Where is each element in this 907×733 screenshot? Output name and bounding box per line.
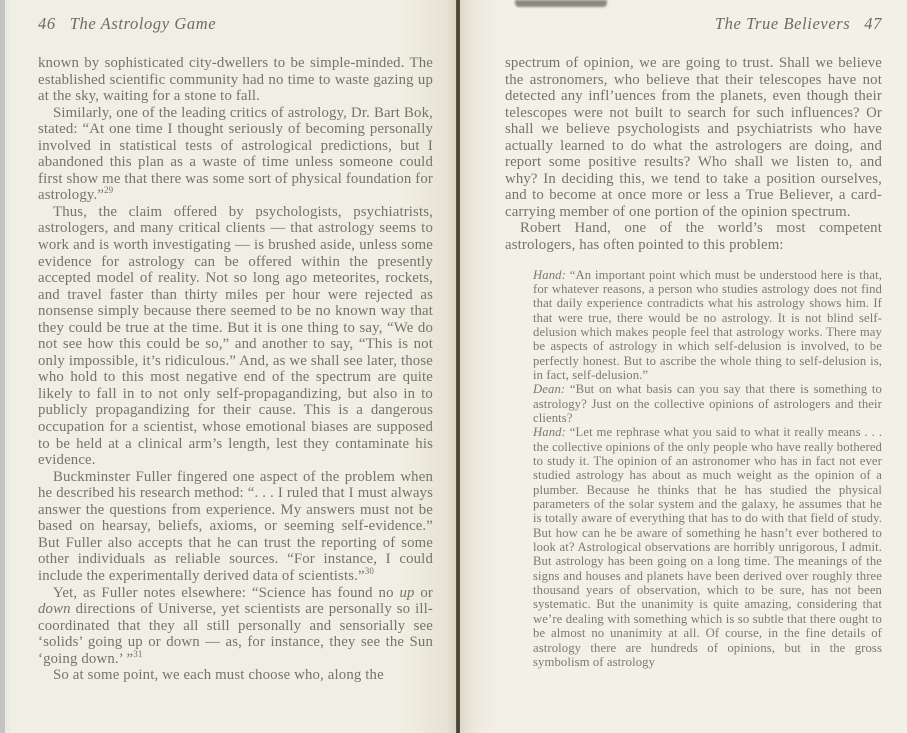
left-running-title: The Astrology Game: [69, 14, 217, 33]
paragraph: So at some point, we each must choose who, along the: [53, 667, 384, 684]
paragraph: Yet, as Fuller notes elsewhere: “Science has found no up or down directions of Universe, yet scientists are personally so ill-coordinated that they all still personally and sensorially see ‘solids’ going up or down — as, for instance, they see the Sun ‘going down.’ ”$^{31}$: [38, 584, 434, 667]
paragraph: known by sophisticated city-dwellers to be simple-minded. The established scientific community had no time to waste gazing up at the sky, waiting for a stone to fall.: [38, 55, 433, 105]
right-running-title: The True Believers: [714, 14, 851, 33]
right-page-number: 47: [864, 14, 882, 33]
paragraph: spectrum of opinion, we are going to trust. Shall we believe the astronomers, who believe that their telescopes have not detected any infl’uences from the planets, even though their telescopes were not built to search for such influences? Or shall we believe psychologists and psychiatrists who have actually learned to do what the astrologers are doing, and report some positive results? Who shall we listen to, and why? In deciding this, we tend to take a position ourselves, and to become at once more or less a True Believer, a card-carrying member of one portion of the opinion spectrum.: [505, 55, 882, 220]
left-page-number: 46: [38, 14, 56, 33]
left-running-head: [38, 14, 433, 34]
dialogue-blockquote: [533, 268, 882, 670]
paragraph: Hand: “An important point which must be understood here is that, for whatever reasons, a person who studies astrology does not find that daily experience contradicts what his astrology shows him. If that were true, there would be no astrology. It is not blind self-delusion which makes people feel that astrology works. There may be aspects of astrology in which self-delusion is involved, to be perfectly honest. But to ascribe the whole thing to self-delusion is, in fact, self-delusion.”: [533, 267, 882, 382]
right-page: [460, 0, 907, 733]
paragraph: Robert Hand, one of the world’s most competent astrologers, has often pointed to this problem:: [505, 220, 882, 254]
paragraph: Dean: “But on what basis can you say that there is something to astrology? Just on the collective opinions of astrologers and their clients?: [533, 382, 882, 425]
right-page-body: [505, 55, 882, 254]
paragraph: Buckminster Fuller fingered one aspect of the problem when he described his research method: “. . . I ruled that I must always answer the questions from experience. My answers must not be based on hearsay, beliefs, axioms, or seeming self-evidence.” But Fuller also accepts that he can trust the reporting of some other individuals as reliable sources. “For instance, I could include the experimentally derived data of scientists.”$^{30}$: [38, 468, 433, 584]
scan-artifact: [515, 0, 607, 7]
paragraph: Similarly, one of the leading critics of astrology, Dr. Bart Bok, stated: “At one time I thought seriously of becoming personally involved in statistical tests of astrological predictions, but I abandoned this plan as a waste of time unless someone could first show me that there was some sort of physical foundation for astrology.”$^{29}$: [38, 104, 433, 204]
paragraph: Thus, the claim offered by psychologists, psychiatrists, astrologers, and many critical clients — that astrology seems to work and is worth investigating — is brushed aside, unless some evidence for astrology can be offered within the presently accepted model of reality. Not so long ago meteorites, rockets, and travel faster than thirty miles per hour were rejected as nonsense simply because there seemed to be no known way that they could be true at the time. But it is one thing to say, “We do not see how this could be so,” and another to say, “This is not only impossible, it’s ridiculous.” And, as we shall see later, those who hold to this most negative end of the spectrum are quite likely to fall in to not only self-propagandizing, but also in to publicly propagandizing for their cause. This is a dangerous occupation for a scientist, whose emotional biases are supposed to be held at a clinical arm’s length, lest they contaminate his evidence.: [38, 203, 433, 469]
paragraph: Hand: “Let me rephrase what you said to what it really means . . . the collective opinions of the only people who have really bothered to study it. The opinion of an astronomer who has in fact not ever studied astrology has about as much weight as the opinion of a plumber. Because he thinks that he has studied the physical parameters of the solar system and the galaxy, he assumes that he is totally aware of everything that has to do with that field of study. But how can he be aware of something he hasn’t ever bothered to look at? Astrological observations are horribly unrigorous, I admit. But astrology has been going on a long time. The meanings of the signs and houses and planets have been derived over roughly three thousand years of observation, which to be sure, has not been systematic. But the unanimity is quite amazing, considering that we’re dealing with something which is so subtle that there ought to be almost no unanimity at all. Of course, in the fine details of astrology there are hundreds of opinions, but in the gross symbolism of astrology: [533, 425, 882, 669]
left-page-body: [38, 55, 433, 684]
right-running-head: [505, 14, 882, 34]
left-page: [10, 0, 456, 733]
